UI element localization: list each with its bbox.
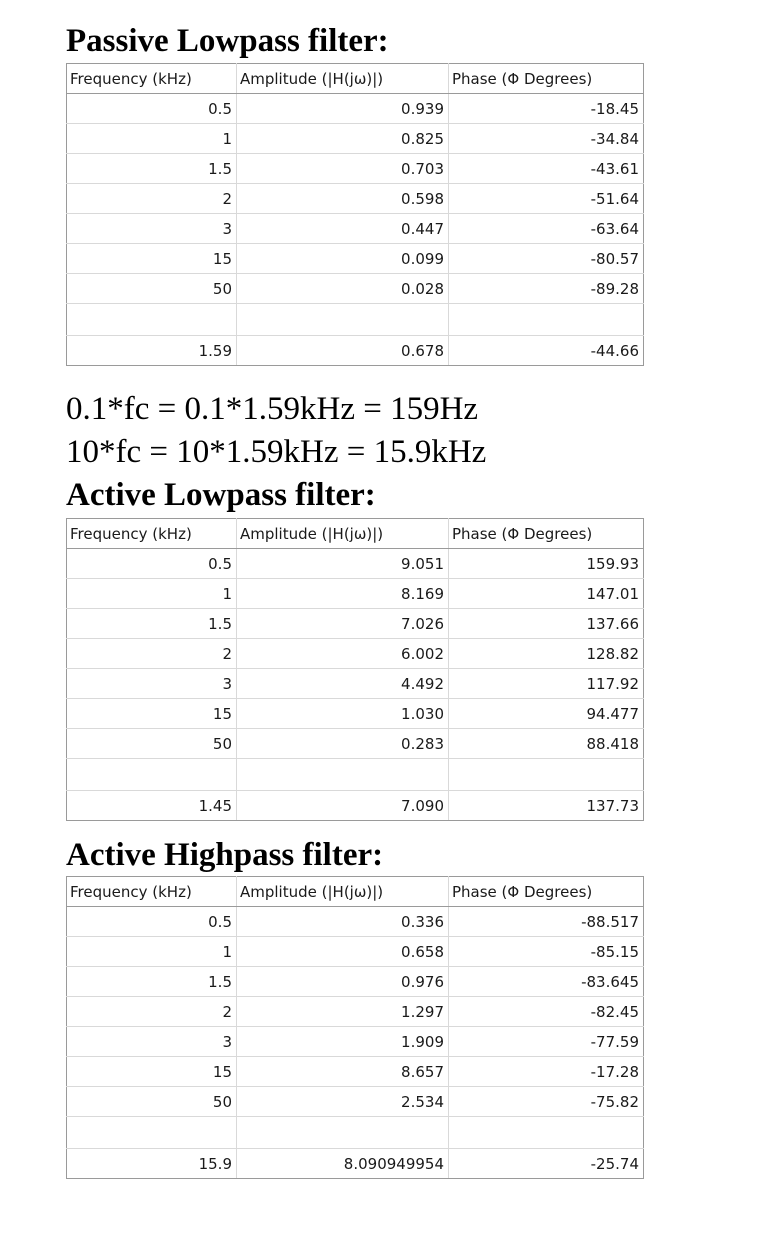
frequency-cell: 15: [67, 1057, 237, 1087]
phase-cell: -17.28: [449, 1057, 644, 1087]
table-row: [67, 1027, 644, 1057]
frequency-cell: [67, 759, 237, 791]
phase-header: Phase (Φ Degrees): [449, 64, 644, 94]
header-row: [67, 519, 644, 549]
frequency-cell: 15.9: [67, 1149, 237, 1179]
phase-cell: -43.61: [449, 154, 644, 184]
amplitude-cell: 0.283: [237, 729, 449, 759]
active-highpass-heading: Active Highpass filter:: [66, 837, 384, 873]
table-row: [67, 1087, 644, 1117]
amplitude-cell: 8.169: [237, 579, 449, 609]
phase-header: Phase (Φ Degrees): [449, 519, 644, 549]
phase-cell: -83.645: [449, 967, 644, 997]
amplitude-cell: 0.678: [237, 336, 449, 366]
phase-cell: 159.93: [449, 549, 644, 579]
note-ten-fc: 10*fc = 10*1.59kHz = 15.9kHz: [66, 434, 487, 470]
frequency-cell: 3: [67, 669, 237, 699]
amplitude-cell: 0.336: [237, 907, 449, 937]
phase-cell: [449, 304, 644, 336]
blank-row: [67, 1117, 644, 1149]
amplitude-header: Amplitude (|H(jω)|): [237, 64, 449, 94]
frequency-cell: 2: [67, 639, 237, 669]
phase-cell: 147.01: [449, 579, 644, 609]
table-row: [67, 1057, 644, 1087]
amplitude-cell: 1.030: [237, 699, 449, 729]
amplitude-header: Amplitude (|H(jω)|): [237, 519, 449, 549]
frequency-header: Frequency (kHz): [67, 64, 237, 94]
amplitude-cell: 0.598: [237, 184, 449, 214]
amplitude-cell: 8.090949954: [237, 1149, 449, 1179]
table-row: [67, 997, 644, 1027]
amplitude-cell: 7.026: [237, 609, 449, 639]
phase-cell: -88.517: [449, 907, 644, 937]
amplitude-header: Amplitude (|H(jω)|): [237, 877, 449, 907]
amplitude-cell: 9.051: [237, 549, 449, 579]
cutoff-row: [67, 1149, 644, 1179]
amplitude-cell: 0.099: [237, 244, 449, 274]
frequency-cell: 1.59: [67, 336, 237, 366]
amplitude-cell: 0.447: [237, 214, 449, 244]
frequency-header: Frequency (kHz): [67, 519, 237, 549]
table-row: [67, 579, 644, 609]
cutoff-row: [67, 336, 644, 366]
frequency-cell: 1: [67, 124, 237, 154]
phase-cell: 94.477: [449, 699, 644, 729]
amplitude-cell: 1.297: [237, 997, 449, 1027]
phase-cell: 137.73: [449, 791, 644, 821]
phase-cell: -89.28: [449, 274, 644, 304]
phase-cell: -75.82: [449, 1087, 644, 1117]
frequency-cell: 2: [67, 997, 237, 1027]
amplitude-cell: [237, 759, 449, 791]
table-row: [67, 729, 644, 759]
phase-cell: -51.64: [449, 184, 644, 214]
phase-cell: -85.15: [449, 937, 644, 967]
frequency-cell: 50: [67, 274, 237, 304]
table-row: [67, 669, 644, 699]
frequency-cell: 1.5: [67, 154, 237, 184]
blank-row: [67, 759, 644, 791]
passive-lowpass-heading: Passive Lowpass filter:: [66, 23, 389, 59]
phase-cell: -25.74: [449, 1149, 644, 1179]
frequency-cell: 0.5: [67, 549, 237, 579]
active-lowpass-table: [66, 518, 644, 821]
amplitude-cell: 0.825: [237, 124, 449, 154]
amplitude-cell: 0.703: [237, 154, 449, 184]
passive-lowpass-table: [66, 63, 644, 366]
header-row: [67, 877, 644, 907]
phase-cell: -77.59: [449, 1027, 644, 1057]
amplitude-cell: 0.658: [237, 937, 449, 967]
amplitude-cell: 6.002: [237, 639, 449, 669]
frequency-cell: [67, 304, 237, 336]
active-lowpass-heading: Active Lowpass filter:: [66, 477, 376, 513]
phase-cell: 128.82: [449, 639, 644, 669]
frequency-cell: 1.5: [67, 609, 237, 639]
phase-cell: [449, 759, 644, 791]
table-row: [67, 154, 644, 184]
table-row: [67, 639, 644, 669]
table-row: [67, 214, 644, 244]
frequency-cell: 1.5: [67, 967, 237, 997]
cutoff-row: [67, 791, 644, 821]
amplitude-cell: [237, 1117, 449, 1149]
phase-cell: -82.45: [449, 997, 644, 1027]
table-row: [67, 907, 644, 937]
table-row: [67, 184, 644, 214]
phase-cell: 137.66: [449, 609, 644, 639]
amplitude-cell: [237, 304, 449, 336]
frequency-cell: 3: [67, 1027, 237, 1057]
amplitude-cell: 0.976: [237, 967, 449, 997]
frequency-cell: 1: [67, 937, 237, 967]
note-tenth-fc: 0.1*fc = 0.1*1.59kHz = 159Hz: [66, 391, 479, 427]
blank-row: [67, 304, 644, 336]
amplitude-cell: 2.534: [237, 1087, 449, 1117]
header-row: [67, 64, 644, 94]
phase-cell: -80.57: [449, 244, 644, 274]
active-highpass-table: [66, 876, 644, 1179]
frequency-cell: 1: [67, 579, 237, 609]
frequency-cell: 3: [67, 214, 237, 244]
frequency-cell: 2: [67, 184, 237, 214]
amplitude-cell: 8.657: [237, 1057, 449, 1087]
table-row: [67, 549, 644, 579]
frequency-cell: 0.5: [67, 907, 237, 937]
frequency-cell: 1.45: [67, 791, 237, 821]
phase-cell: 88.418: [449, 729, 644, 759]
table-row: [67, 937, 644, 967]
phase-header: Phase (Φ Degrees): [449, 877, 644, 907]
phase-cell: -34.84: [449, 124, 644, 154]
amplitude-cell: 7.090: [237, 791, 449, 821]
phase-cell: -44.66: [449, 336, 644, 366]
frequency-cell: [67, 1117, 237, 1149]
amplitude-cell: 0.028: [237, 274, 449, 304]
frequency-cell: 50: [67, 729, 237, 759]
frequency-cell: 15: [67, 699, 237, 729]
frequency-cell: 50: [67, 1087, 237, 1117]
table-row: [67, 274, 644, 304]
amplitude-cell: 0.939: [237, 94, 449, 124]
phase-cell: -18.45: [449, 94, 644, 124]
table-row: [67, 609, 644, 639]
amplitude-cell: 1.909: [237, 1027, 449, 1057]
phase-cell: 117.92: [449, 669, 644, 699]
amplitude-cell: 4.492: [237, 669, 449, 699]
table-row: [67, 699, 644, 729]
table-row: [67, 967, 644, 997]
frequency-header: Frequency (kHz): [67, 877, 237, 907]
frequency-cell: 15: [67, 244, 237, 274]
table-row: [67, 124, 644, 154]
table-row: [67, 94, 644, 124]
phase-cell: [449, 1117, 644, 1149]
frequency-cell: 0.5: [67, 94, 237, 124]
table-row: [67, 244, 644, 274]
phase-cell: -63.64: [449, 214, 644, 244]
